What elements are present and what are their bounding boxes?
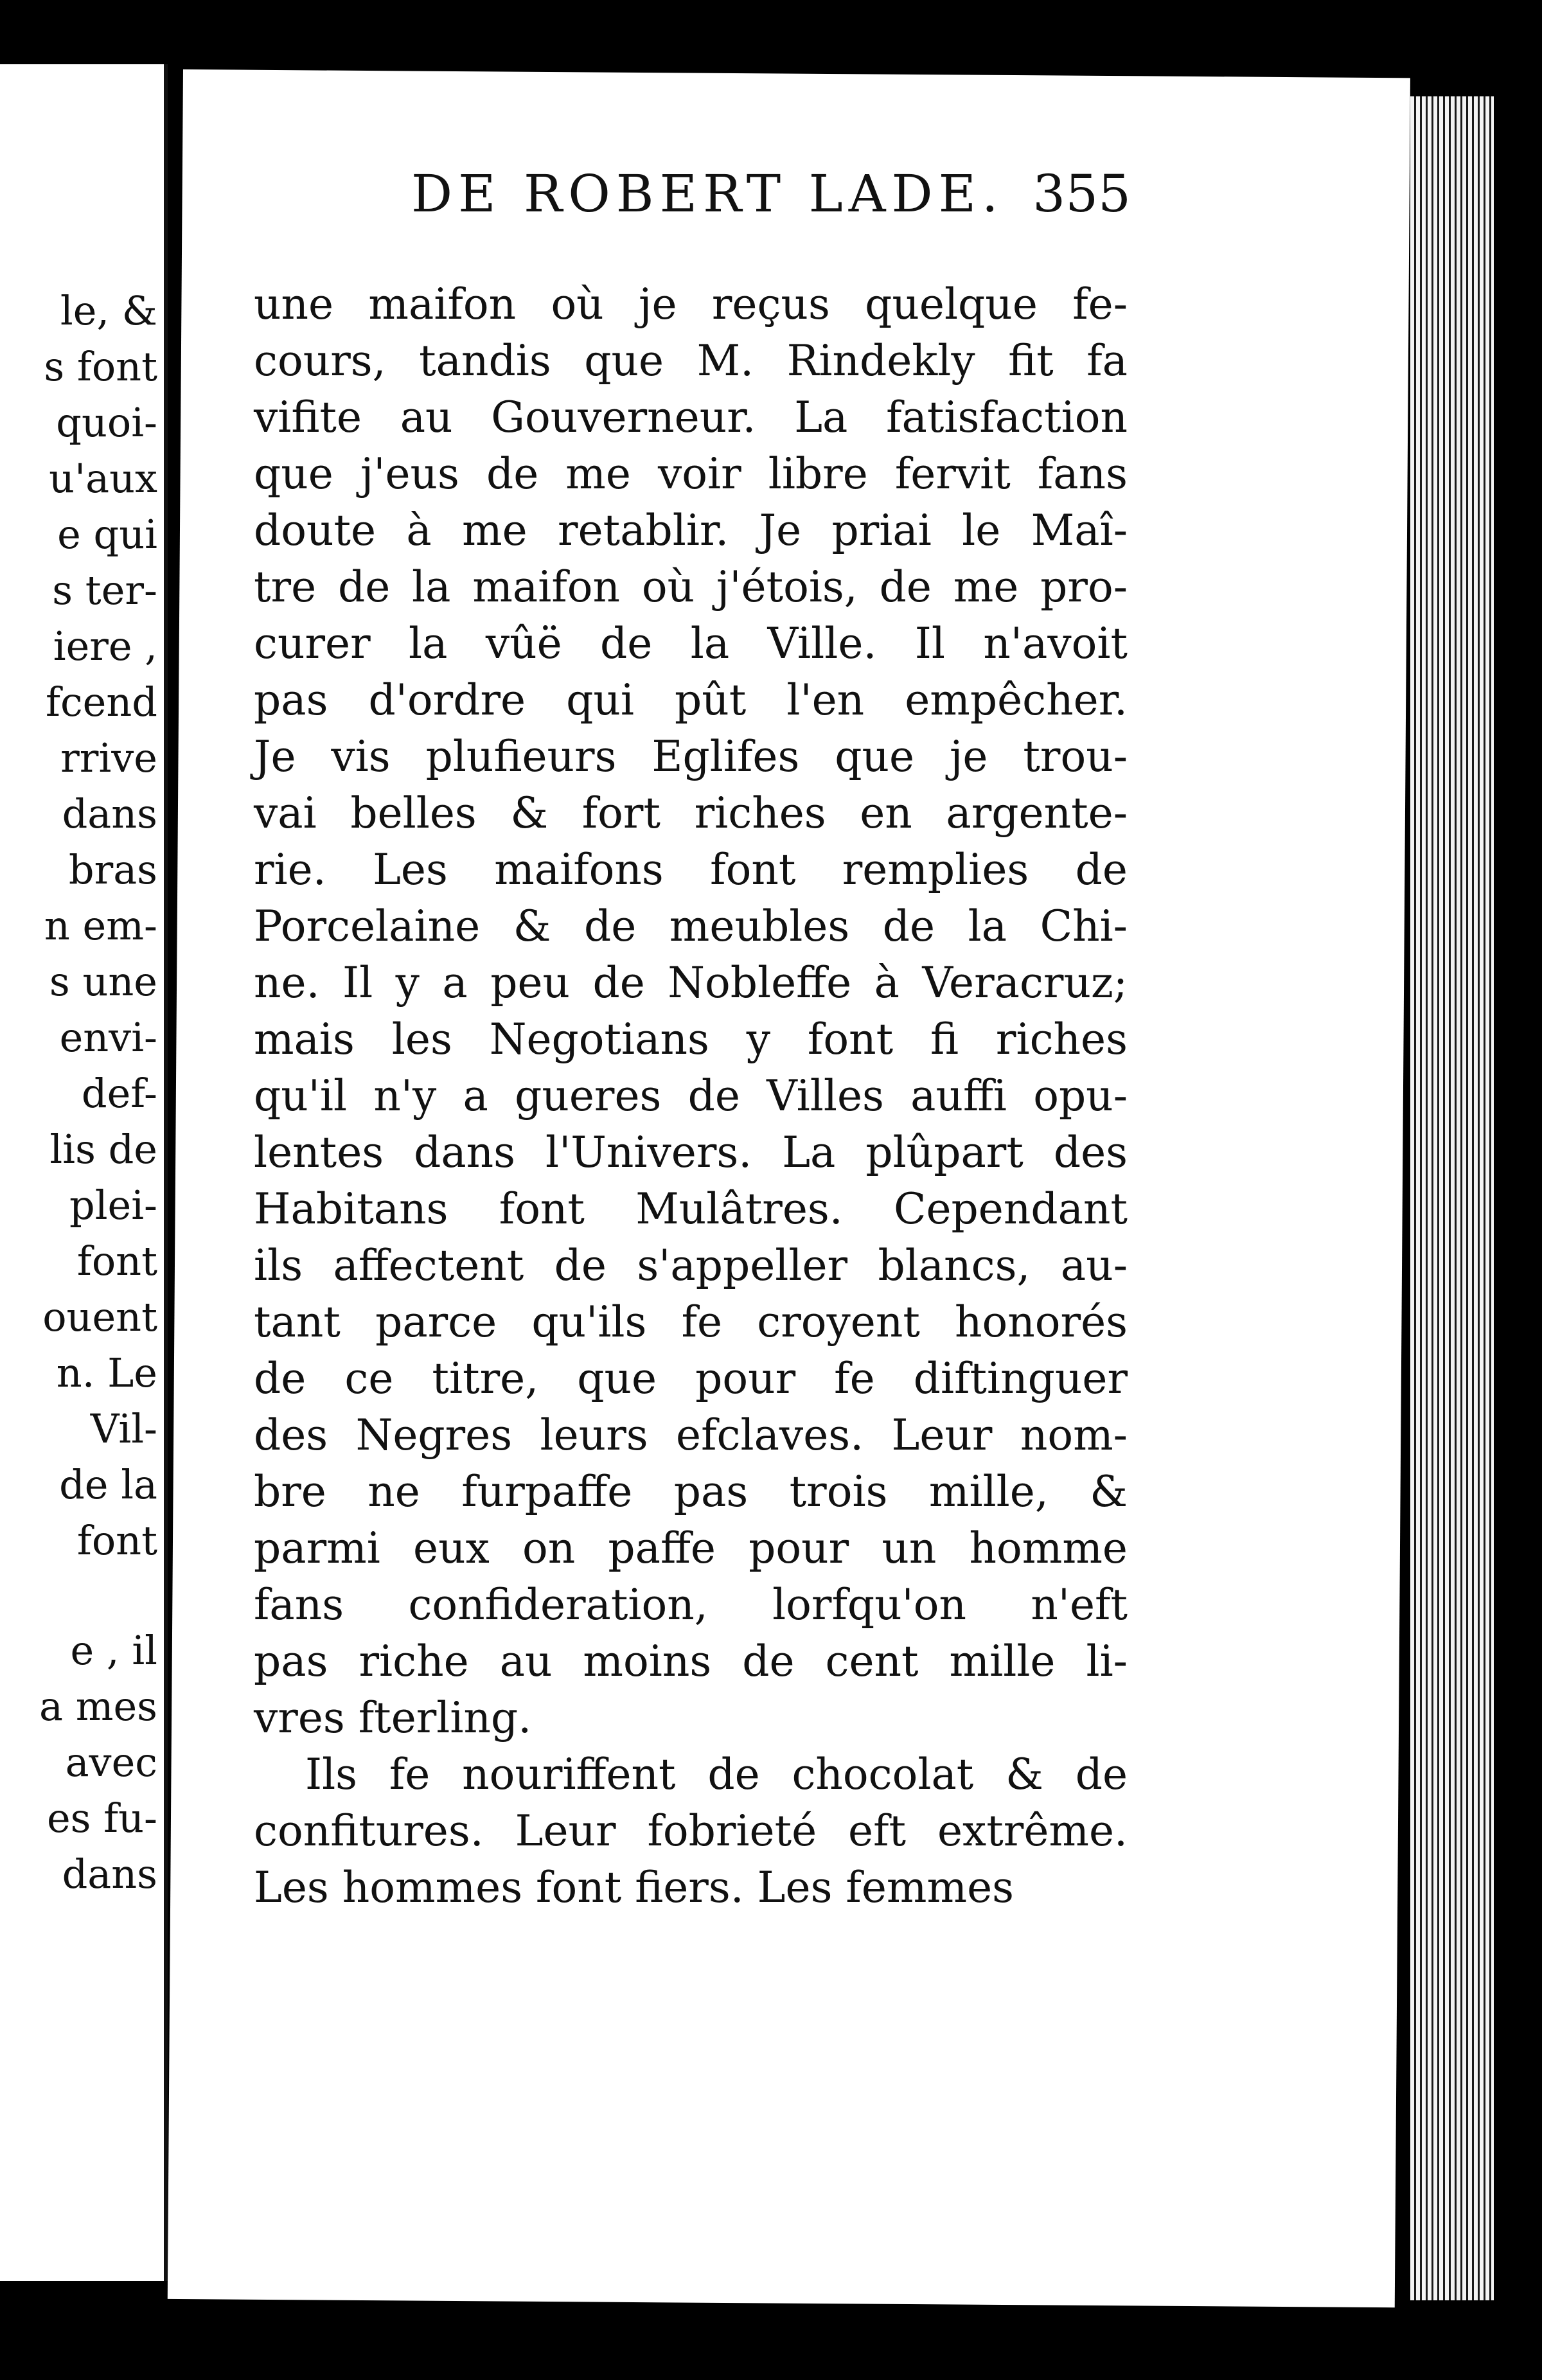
text-line: Ils fe nouriffent de chocolat & de [305, 1750, 1128, 1799]
paragraph-gap [0, 1568, 157, 1622]
text-line: vifite au Gouverneur. La fatisfaction [254, 393, 1128, 442]
text-line: ils affectent de s'appeller blancs, au- [254, 1241, 1128, 1290]
running-head: DE ROBERT LADE. [411, 164, 1004, 224]
text-line: s font [44, 343, 157, 390]
text-line: e , il [70, 1627, 157, 1674]
text-line: ouent [42, 1293, 157, 1340]
text-line: quoi- [56, 399, 157, 446]
left-page-text-column [0, 283, 157, 1902]
text-line: curer la vûë de la Ville. Il n'avoit [254, 619, 1128, 668]
text-line: fans confideration, lorfqu'on n'eft [254, 1580, 1128, 1630]
text-line: dans [62, 1851, 157, 1897]
text-line: e qui [57, 511, 157, 558]
text-line: une maifon où je reçus quelque fe- [254, 280, 1128, 329]
text-line: font [76, 1238, 157, 1284]
page-edges [1410, 96, 1494, 2300]
page-number: 355 [1032, 164, 1131, 224]
text-line: n. Le [56, 1349, 157, 1396]
text-line: pas d'ordre qui pût l'en empêcher. [254, 675, 1128, 725]
text-line: font [76, 1517, 157, 1564]
text-line: plei- [69, 1182, 157, 1229]
text-line: a mes [39, 1683, 157, 1730]
text-line: es fu- [46, 1795, 157, 1842]
page-header [228, 164, 1131, 241]
text-line: Vil- [90, 1405, 157, 1452]
text-line: parmi eux on paffe pour un homme [254, 1523, 1128, 1573]
text-line: ne. Il y a peu de Nobleffe à Veracruz; [254, 958, 1128, 1008]
text-line: dans [62, 790, 157, 837]
text-line: des Negres leurs efclaves. Leur nom- [254, 1410, 1128, 1460]
text-line: fcend [46, 679, 157, 725]
text-line: mais les Negotians y font fi riches [254, 1015, 1128, 1064]
text-line: n em- [44, 902, 157, 949]
text-line: avec [65, 1739, 157, 1786]
text-line: confitures. Leur fobrieté eft extrême. [254, 1806, 1128, 1856]
text-line: Habitans font Mulâtres. Cependant [254, 1184, 1128, 1234]
text-line: vai belles & fort riches en argente- [254, 788, 1128, 838]
left-facing-page [0, 64, 168, 2281]
text-line: qu'il n'y a gueres de Villes auffi opu- [254, 1071, 1128, 1121]
text-line: vres fterling. [254, 1693, 532, 1743]
text-line: cours, tandis que M. Rindekly fit fa [254, 336, 1128, 386]
text-line: Je vis plufieurs Eglifes que je trou- [254, 732, 1128, 781]
scan-border [1494, 96, 1542, 2313]
text-line: le, & [60, 287, 157, 334]
text-line: envi- [59, 1014, 157, 1061]
text-line: iere , [53, 623, 157, 670]
text-line: lis de [49, 1126, 157, 1173]
text-line: de la [59, 1461, 157, 1508]
text-line: Porcelaine & de meubles de la Chi- [254, 901, 1128, 951]
text-line: doute à me retablir. Je priai le Maî- [254, 506, 1128, 555]
text-line: tant parce qu'ils fe croyent honorés [254, 1297, 1128, 1347]
text-line: de ce titre, que pour fe diftinguer [254, 1354, 1128, 1403]
text-line: s ter- [52, 567, 157, 614]
text-line: bras [68, 846, 157, 893]
text-line: def- [81, 1070, 157, 1117]
text-line: que j'eus de me voir libre fervit fans [254, 449, 1128, 499]
text-line: rrive [60, 734, 157, 781]
text-line: s une [49, 958, 157, 1005]
text-line: u'aux [49, 455, 157, 502]
text-line: Les hommes font fiers. Les femmes [254, 1863, 1015, 1912]
main-text-block [254, 276, 1128, 1916]
text-line: bre ne furpaffe pas trois mille, & [254, 1467, 1128, 1516]
text-line: rie. Les maifons font remplies de [254, 845, 1128, 894]
text-line: lentes dans l'Univers. La plûpart des [254, 1128, 1128, 1177]
text-line: tre de la maifon où j'étois, de me pro- [254, 562, 1128, 612]
text-line: pas riche au moins de cent mille li- [254, 1637, 1128, 1686]
